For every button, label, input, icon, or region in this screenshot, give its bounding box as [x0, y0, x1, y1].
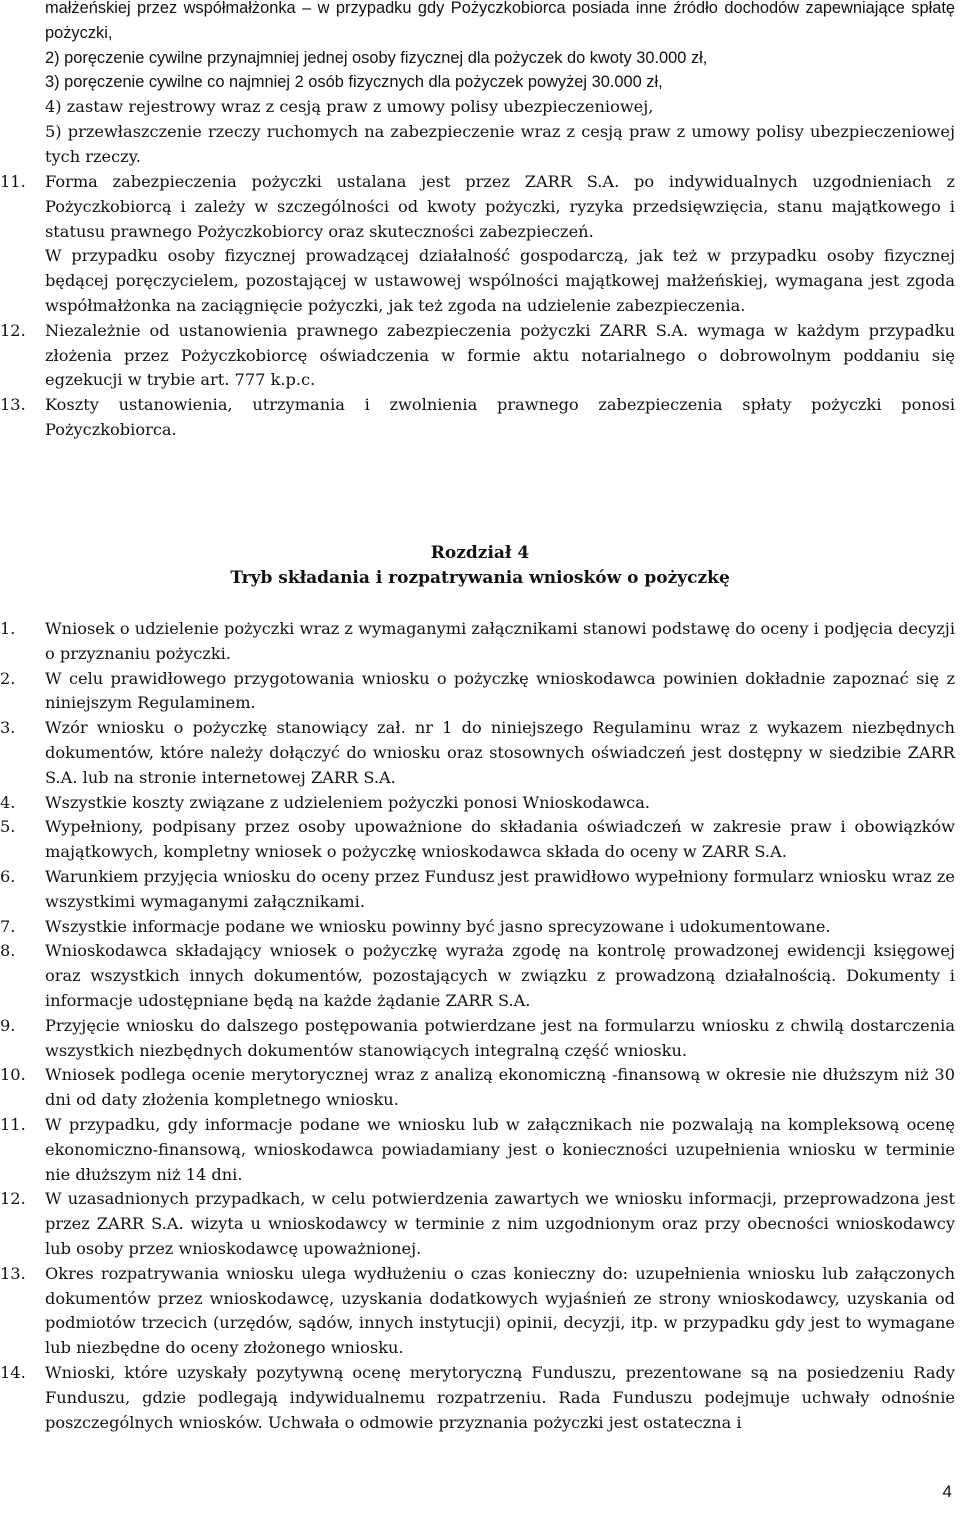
chapter-title: Rozdział 4 [430, 543, 530, 563]
sub-item-4: 4) zastaw rejestrowy wraz z cesją praw z umowy polisy ubezpieczeniowej, [45, 97, 654, 117]
item-number: 11. [0, 1114, 26, 1134]
list-item-5 [0, 815, 955, 865]
item-number: 5. [0, 817, 16, 837]
item-paragraph: Niezależnie od ustanowienia prawnego zabezpieczenia pożyczki ZARR S.A. wymaga w każdym przypadku złożenia przez Pożyczkobiorcę oświadczenia w formie aktu notarialnego o dobrowolnym poddaniu się egzekucji w trybie art. 777 k.p.c. [45, 320, 955, 390]
chapter-subtitle: Tryb składania i rozpatrywania wniosków o pożyczkę [230, 568, 730, 588]
item-text: Wzór wniosku o pożyczkę stanowiący zał. nr 1 do niniejszego Regulaminu wraz z wykazem niezbędnych dokumentów, które należy dołączyć do wniosku oraz stosownych oświadczeń jest dostępny w siedzibie ZARR S.A. lub na stronie internetowej ZARR S.A. [45, 718, 955, 787]
item-number: 3. [0, 718, 16, 738]
items-section-b [0, 617, 955, 1435]
continuation-text: małżeńskiej przez współmałżonka – w przypadku gdy Pożyczkobiorca posiada inne źródło dochodów zapewniające spłatę pożyczki, [45, 0, 955, 42]
item-text: W celu prawidłowego przygotowania wniosku o pożyczkę wnioskodawca powinien dokładnie zapoznać się z niniejszym Regulaminem. [45, 668, 955, 713]
item-number: 12. [0, 1189, 26, 1209]
item-paragraph: Koszty ustanowienia, utrzymania i zwolnienia prawnego zabezpieczenia spłaty pożyczki ponosi Pożyczkobiorca. [45, 395, 955, 439]
list-item-11 [0, 170, 955, 319]
item-text: W uzasadnionych przypadkach, w celu potwierdzenia zawartych we wniosku informacji, przeprowadzona jest przez ZARR S.A. wizyta u wnioskodawcy w terminie z nim uzgodnionym oraz przy obecności wnioskodawcy lub osoby przez wnioskodawcę upoważnionej. [45, 1189, 955, 1258]
list-item-11 [0, 1113, 955, 1187]
item-text: Warunkiem przyjęcia wniosku do oceny przez Fundusz jest prawidłowo wypełniony formularz wniosku wraz ze wszystkimi wymaganymi załącznikami. [45, 866, 955, 911]
item-text: Wnioskodawca składający wniosek o pożyczkę wyraża zgodę na kontrolę prowadzonej ewidencji księgowej oraz wszystkich innych dokumentów, pozostających w związku z prowadzoną działalnością. Dokumenty i informacje udostępniane będą na każde żądanie ZARR S.A. [45, 941, 955, 1010]
items-section-a [0, 170, 955, 443]
list-item-6 [0, 865, 955, 915]
list-item-1 [0, 617, 955, 667]
sub-item-5: 5) przewłaszczenie rzeczy ruchomych na zabezpieczenie wraz z cesją praw z umowy polisy ubezpieczeniowej tych rzeczy. [45, 121, 955, 166]
list-item-2 [0, 667, 955, 717]
item-text: Wnioski, które uzyskały pozytywną ocenę merytoryczną Funduszu, prezentowane są na posiedzeniu Rady Funduszu, gdzie podlegają indywidualnemu rozpatrzeniu. Rada Funduszu podejmuje uchwały odnośnie poszczególnych wniosków. Uchwała o odmowie przyznania pożyczki jest ostateczna i [45, 1362, 955, 1432]
item-text: Okres rozpatrywania wniosku ulega wydłużeniu o czas konieczny do: uzupełnienia wniosku lub załączonych dokumentów przez wnioskodawcę, uzyskania dodatkowych wyjaśnień ze strony wnioskodawcy, uzyskania od podmiotów trzecich (urzędów, sądów, innych instytucji) opinii, decyzji, itp. w przypadku gdy jest to wymagane lub niezbędne do oceny złożonego wniosku. [45, 1263, 955, 1358]
item-text: Wszystkie informacje podane we wniosku powinny być jasno sprecyzowane i udokumentowane. [45, 916, 831, 936]
list-item-10 [0, 1063, 955, 1113]
sub-item-3: 3) poręczenie cywilne co najmniej 2 osób fizycznych dla pożyczek powyżej 30.000 zł, [45, 73, 663, 92]
item-number: 12. [0, 320, 26, 340]
item-text: W przypadku, gdy informacje podane we wniosku lub w załącznikach nie pozwalają na kompleksową ocenę ekonomiczno-finansową, wnioskodawca powiadamiany jest o konieczności uzupełnienia wniosku w terminie nie dłuższym niż 14 dni. [45, 1114, 955, 1184]
list-item-4 [0, 791, 955, 816]
item-number: 2. [0, 668, 16, 688]
list-item-9 [0, 1014, 955, 1064]
item-number: 6. [0, 866, 16, 886]
list-item-14 [0, 1361, 955, 1435]
item-number: 8. [0, 941, 16, 961]
item-paragraph: W przypadku osoby fizycznej prowadzącej działalność gospodarczą, jak też w przypadku osoby fizycznej będącej poręczycielem, pozostającej w ustawowej wspólności majątkowej małżeńskiej, wymagana jest zgoda współmałżonka na zaciągnięcie pożyczki, jak też zgoda na udzielenie zabezpieczenia. [45, 246, 955, 315]
item-text: Wniosek o udzielenie pożyczki wraz z wymaganymi załącznikami stanowi podstawę do oceny i podjęcia decyzji o przyznaniu pożyczki. [45, 619, 955, 663]
item-number: 1. [0, 619, 16, 638]
list-item-8 [0, 939, 955, 1013]
item-paragraph: Forma zabezpieczenia pożyczki ustalana jest przez ZARR S.A. po indywidualnych uzgodnieniach z Pożyczkobiorcą i zależy w szczególności od kwoty pożyczki, ryzyka przedsięwzięcia, stanu majątkowego i statusu prawnego Pożyczkobiorcy oraz skuteczności zabezpieczeń. [45, 172, 955, 241]
page-number: 4 [942, 1482, 952, 1502]
item-text: Wniosek podlega ocenie merytorycznej wraz z analizą ekonomiczną -finansową w okresie nie dłuższym niż 30 dni od daty złożenia kompletnego wniosku. [45, 1065, 955, 1110]
list-item-13 [0, 393, 955, 443]
sub-item-2: 2) poręczenie cywilne przynajmniej jednej osoby fizycznej dla pożyczek do kwoty 30.000 zł, [45, 48, 708, 67]
list-item-12 [0, 319, 955, 393]
item-text: Przyjęcie wniosku do dalszego postępowania potwierdzane jest na formularzu wniosku z chwilą dostarczenia wszystkich niezbędnych dokumentów stanowiących integralną część wniosku. [45, 1015, 955, 1060]
item-number: 13. [0, 395, 26, 415]
item-text: Wypełniony, podpisany przez osoby upoważnione do składania oświadczeń w zakresie praw i obowiązków majątkowych, kompletny wniosek o pożyczkę wnioskodawca składa do oceny w ZARR S.A. [45, 817, 955, 862]
item-number: 11. [0, 172, 26, 191]
item-number: 10. [0, 1065, 26, 1085]
item-number: 9. [0, 1015, 16, 1035]
list-item-3 [0, 716, 955, 790]
item-number: 13. [0, 1263, 26, 1283]
item-number: 7. [0, 916, 16, 936]
top-continuation [45, 0, 955, 170]
list-item-12 [0, 1187, 955, 1261]
item-number: 14. [0, 1362, 26, 1382]
list-item-7 [0, 915, 955, 940]
list-item-13 [0, 1262, 955, 1361]
item-text: Wszystkie koszty związane z udzieleniem pożyczki ponosi Wnioskodawca. [45, 792, 651, 812]
item-number: 4. [0, 792, 16, 812]
